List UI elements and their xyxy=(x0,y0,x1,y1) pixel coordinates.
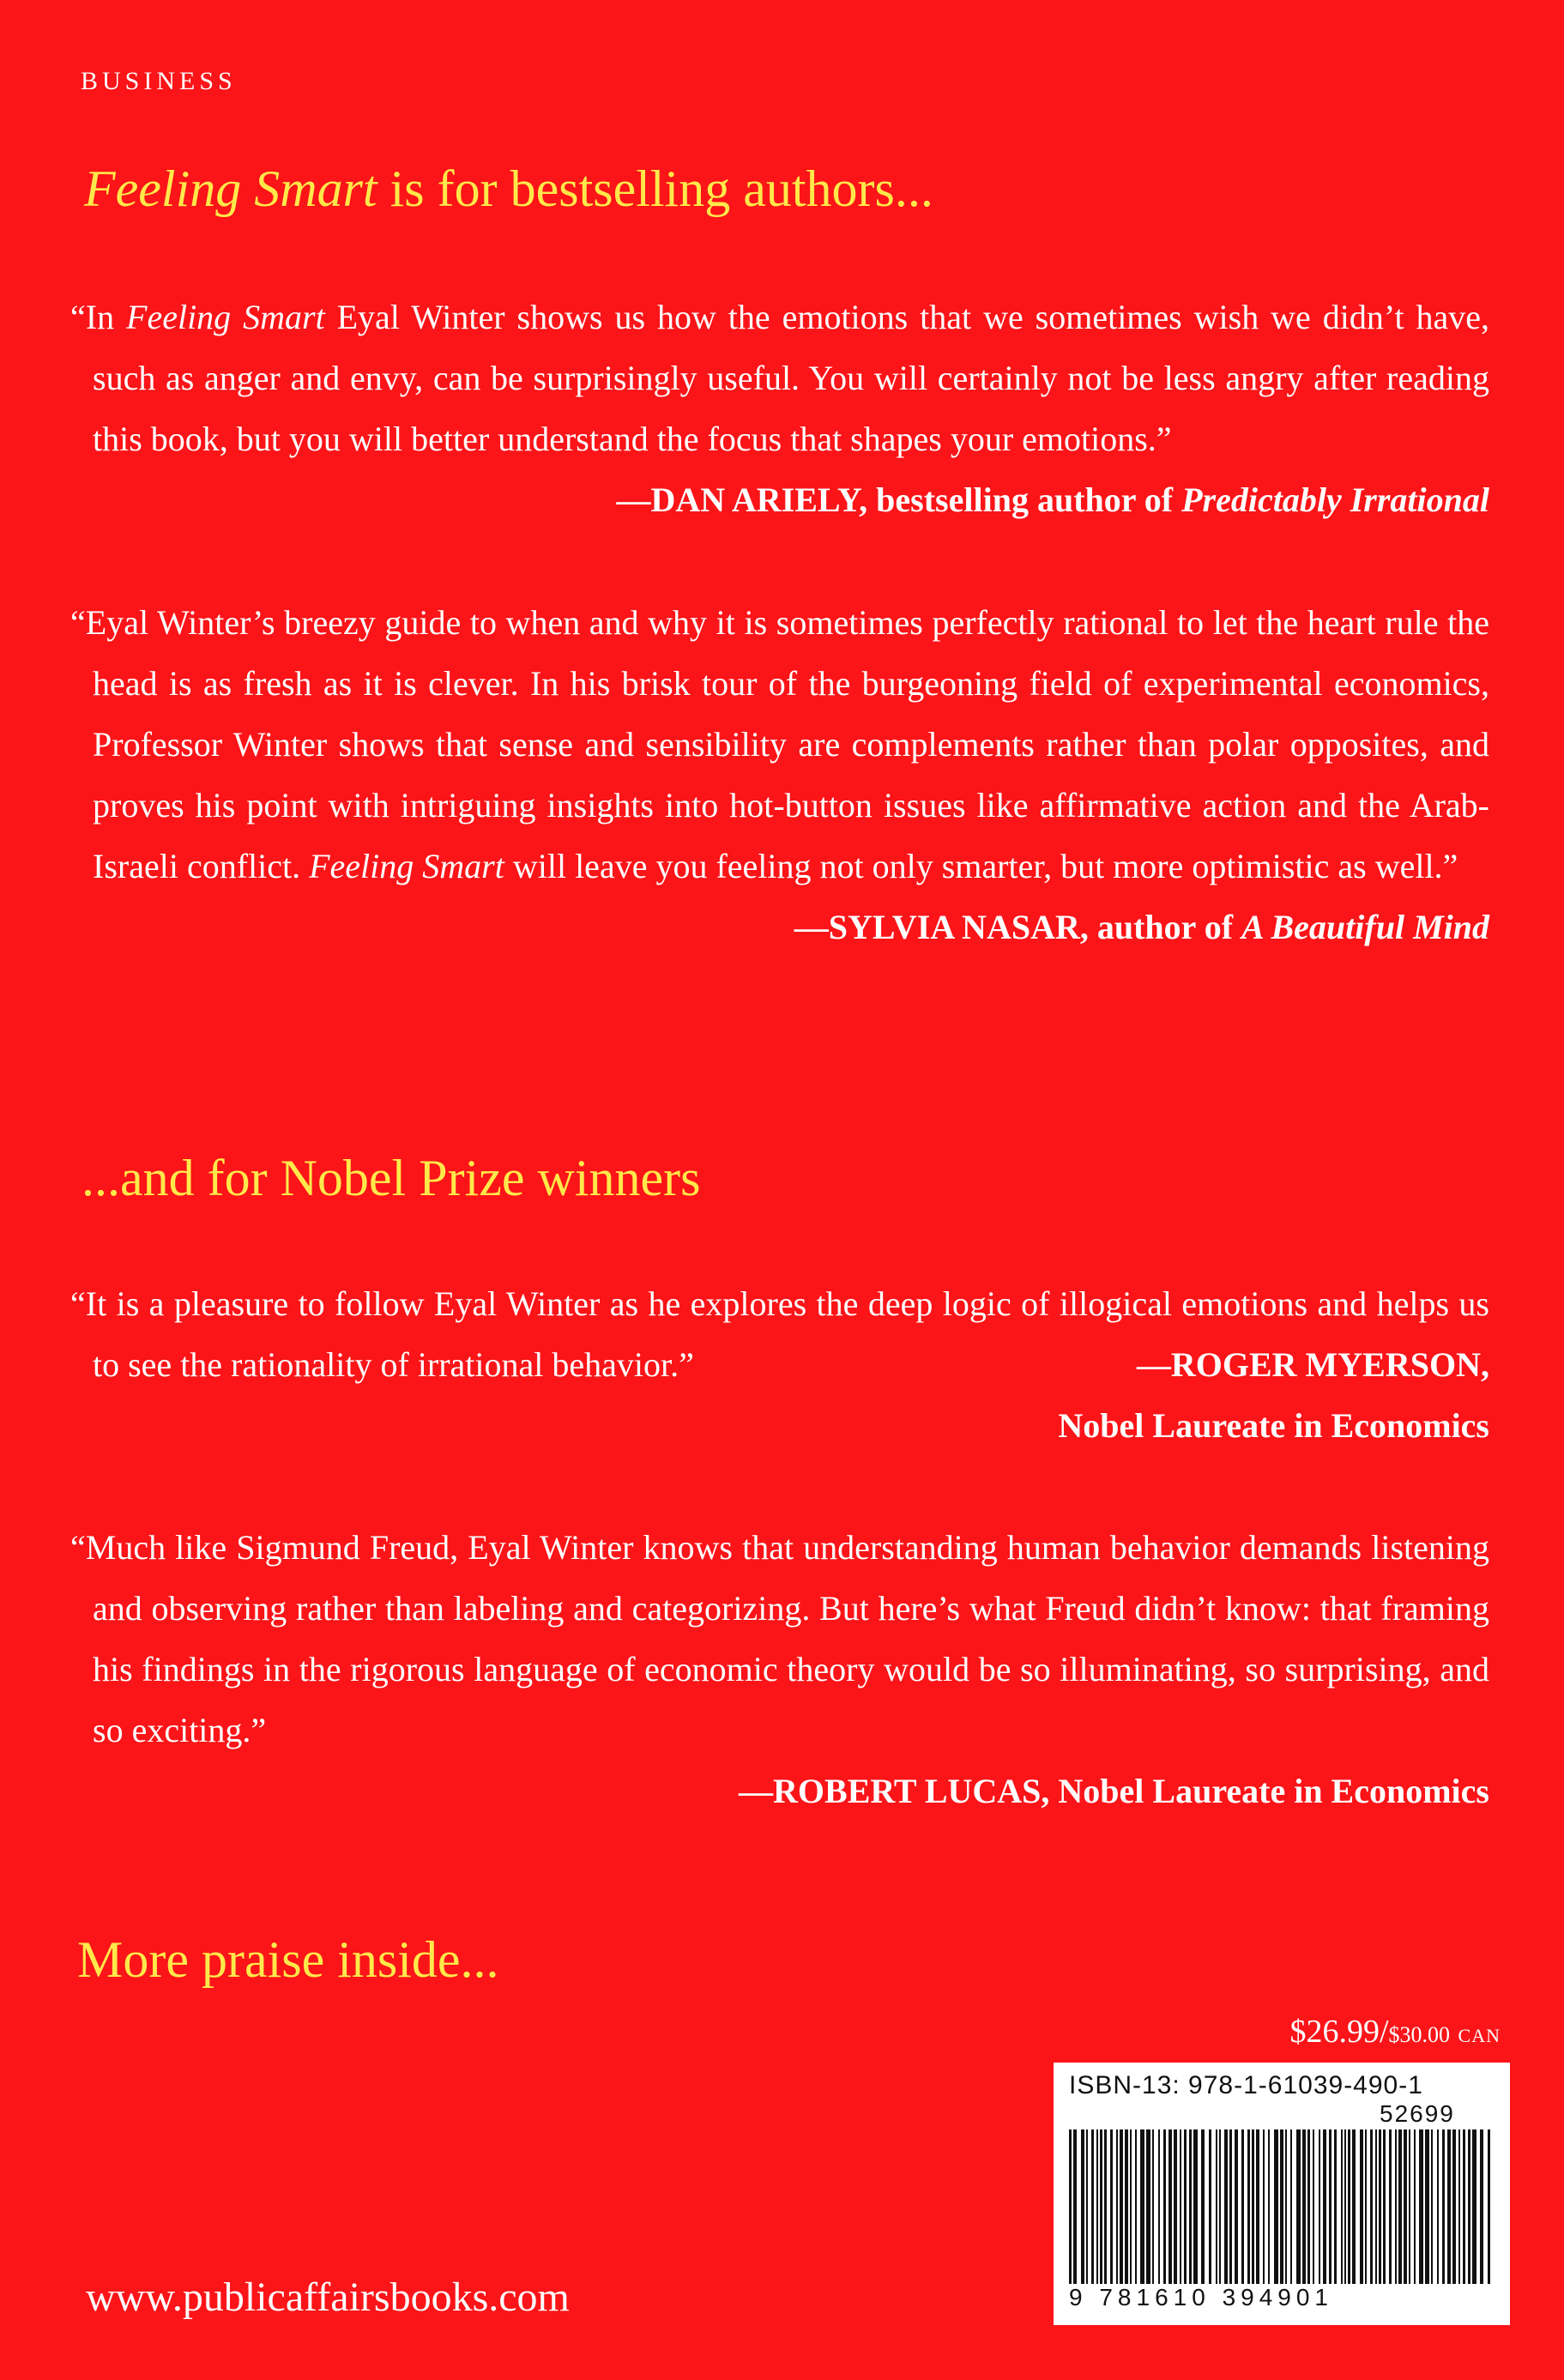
section-heading-authors xyxy=(84,160,933,217)
quote-lucas xyxy=(70,1517,1489,1821)
category-label: BUSINESS xyxy=(81,67,237,95)
attribution-book-title: A Beautiful Mind xyxy=(1241,908,1489,946)
quote-attribution: —ROBERT LUCAS, Nobel Laureate in Economics xyxy=(739,1772,1489,1810)
quote-attribution: —DAN ARIELY, bestselling author of Predictably Irrational xyxy=(616,480,1489,519)
quote-myerson xyxy=(70,1273,1489,1456)
price-tag: $26.99/$30.00 CAN xyxy=(1289,2014,1501,2050)
section-heading-more-praise: More praise inside... xyxy=(77,1931,499,1988)
heading-text: is for bestselling authors... xyxy=(377,160,933,217)
quote-body: “Much like Sigmund Freud, Eyal Winter knows that understanding human behavior demands listening and observing rather than labeling and categorizing. But here’s what Freud didn’t know: that framing his findings in the rigorous language of economic theory would be so illuminating, so surprising, and so exciting.” xyxy=(70,1528,1489,1749)
quote-body: “In Feeling Smart Eyal Winter shows us how the emotions that we sometimes wish we didn’t have, such as anger and envy, can be surprisingly useful. You will certainly not be less angry after reading this book, but you will better understand the focus that shapes your emotions.” —DAN ARIELY, bestselling author of Predictably Irrational xyxy=(93,287,1489,469)
attribution-book-title: Predictably Irrational xyxy=(1181,480,1489,519)
quote-attribution-title: Nobel Laureate in Economics xyxy=(1058,1406,1489,1445)
quote-nasar xyxy=(70,592,1489,957)
quote-attribution: —SYLVIA NASAR, author of A Beautiful Mind xyxy=(794,908,1489,946)
quote-attribution-name: —ROGER MYERSON, xyxy=(1136,1345,1489,1384)
section-heading-nobel: ...and for Nobel Prize winners xyxy=(82,1150,701,1206)
quote-body: “Eyal Winter’s breezy guide to when and why it is sometimes perfectly rational to let the heart rule the head is as fresh as it is clever. In his brisk tour of the burgeoning field of experimental economics, Professor Winter shows that sense and sensibility are complements rather than polar opposites, and proves his point with intriguing insights into hot-button issues like affirmative action and the Arab-Israeli conflict. Feeling Smart will leave you feeling not only smarter, but more optimistic as well.” xyxy=(70,603,1489,885)
quote-book-title: Feeling Smart xyxy=(126,298,325,336)
barcode-bars xyxy=(1069,2129,1493,2284)
barcode-price-code: 52699 xyxy=(1380,2100,1455,2127)
quote-book-title: Feeling Smart xyxy=(309,847,504,885)
barcode-digits: 9 781610 394901 xyxy=(1069,2284,1333,2311)
heading-book-title: Feeling Smart xyxy=(84,160,377,217)
barcode-panel xyxy=(1054,2063,1510,2325)
price-us: $26.99 xyxy=(1289,2014,1380,2050)
quote-body: “It is a pleasure to follow Eyal Winter as he explores the deep logic of illogical emotions and helps us to see the rationality of irrational behavior.” —ROGER MYERSON, xyxy=(93,1273,1489,1395)
quote-ariely xyxy=(70,287,1490,530)
isbn-label: ISBN-13: 978-1-61039-490-1 xyxy=(1069,2071,1423,2099)
publisher-website: www.publicaffairsbooks.com xyxy=(86,2274,570,2320)
price-can: $30.00 xyxy=(1388,2022,1451,2047)
price-can-label: CAN xyxy=(1458,2025,1501,2046)
